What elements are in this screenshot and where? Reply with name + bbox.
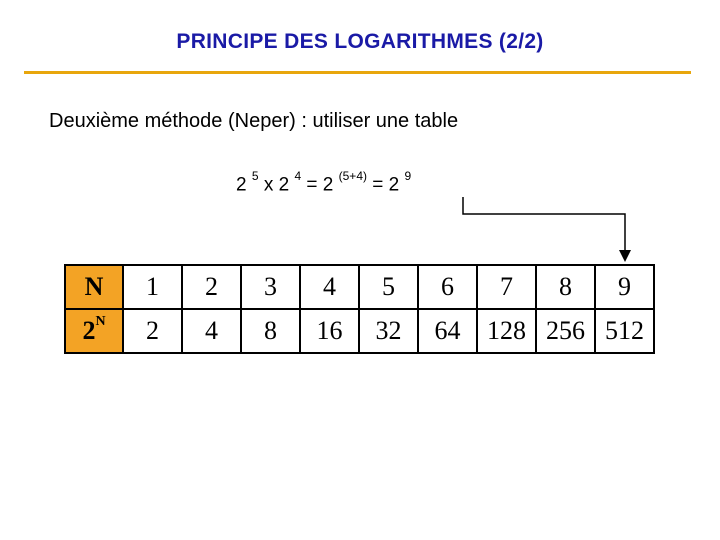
- table-cell: 32: [359, 309, 418, 353]
- row-header-2n-base: 2: [82, 316, 96, 345]
- slide-subtitle: Deuxième méthode (Neper) : utiliser une table: [49, 110, 459, 132]
- table-cell: 512: [595, 309, 654, 353]
- equation-exponent-result: 9: [404, 169, 412, 183]
- table-cell: 4: [300, 265, 359, 309]
- slide-title: PRINCIPE DES LOGARITHMES (2/2): [176, 30, 544, 53]
- arrow-head: [619, 250, 631, 262]
- equation-equals-1: = 2: [301, 174, 339, 196]
- table-cell: 9: [595, 265, 654, 309]
- table-cell: 128: [477, 309, 536, 353]
- equation-exponent-sum: (5+4): [338, 169, 367, 183]
- arrow-connector-line: [463, 197, 625, 252]
- table-cell: 8: [241, 309, 300, 353]
- table-cell: 64: [418, 309, 477, 353]
- row-header-2n: [65, 309, 123, 353]
- table-cell: 2: [123, 309, 182, 353]
- table-row-powers: [65, 309, 654, 353]
- table-cell: 4: [182, 309, 241, 353]
- table-cell: 3: [241, 265, 300, 309]
- equation-times: x 2: [258, 174, 295, 196]
- table-cell: 16: [300, 309, 359, 353]
- table-cell: 256: [536, 309, 595, 353]
- table-cell: 6: [418, 265, 477, 309]
- row-header-n: [65, 265, 123, 309]
- equation-equals-2: = 2: [367, 174, 405, 196]
- equation-exponent-2: 4: [294, 169, 302, 183]
- row-header-n-label: N: [84, 272, 104, 301]
- equation-base-1: 2: [236, 174, 252, 196]
- equation-exponent-1: 5: [251, 169, 259, 183]
- table-cell: 8: [536, 265, 595, 309]
- row-header-2n-exponent: N: [95, 314, 106, 330]
- table-cell: 7: [477, 265, 536, 309]
- table-cell: 1: [123, 265, 182, 309]
- power-table: [64, 264, 655, 354]
- table-row-n: [65, 265, 654, 309]
- table-cell: 5: [359, 265, 418, 309]
- table-cell: 2: [182, 265, 241, 309]
